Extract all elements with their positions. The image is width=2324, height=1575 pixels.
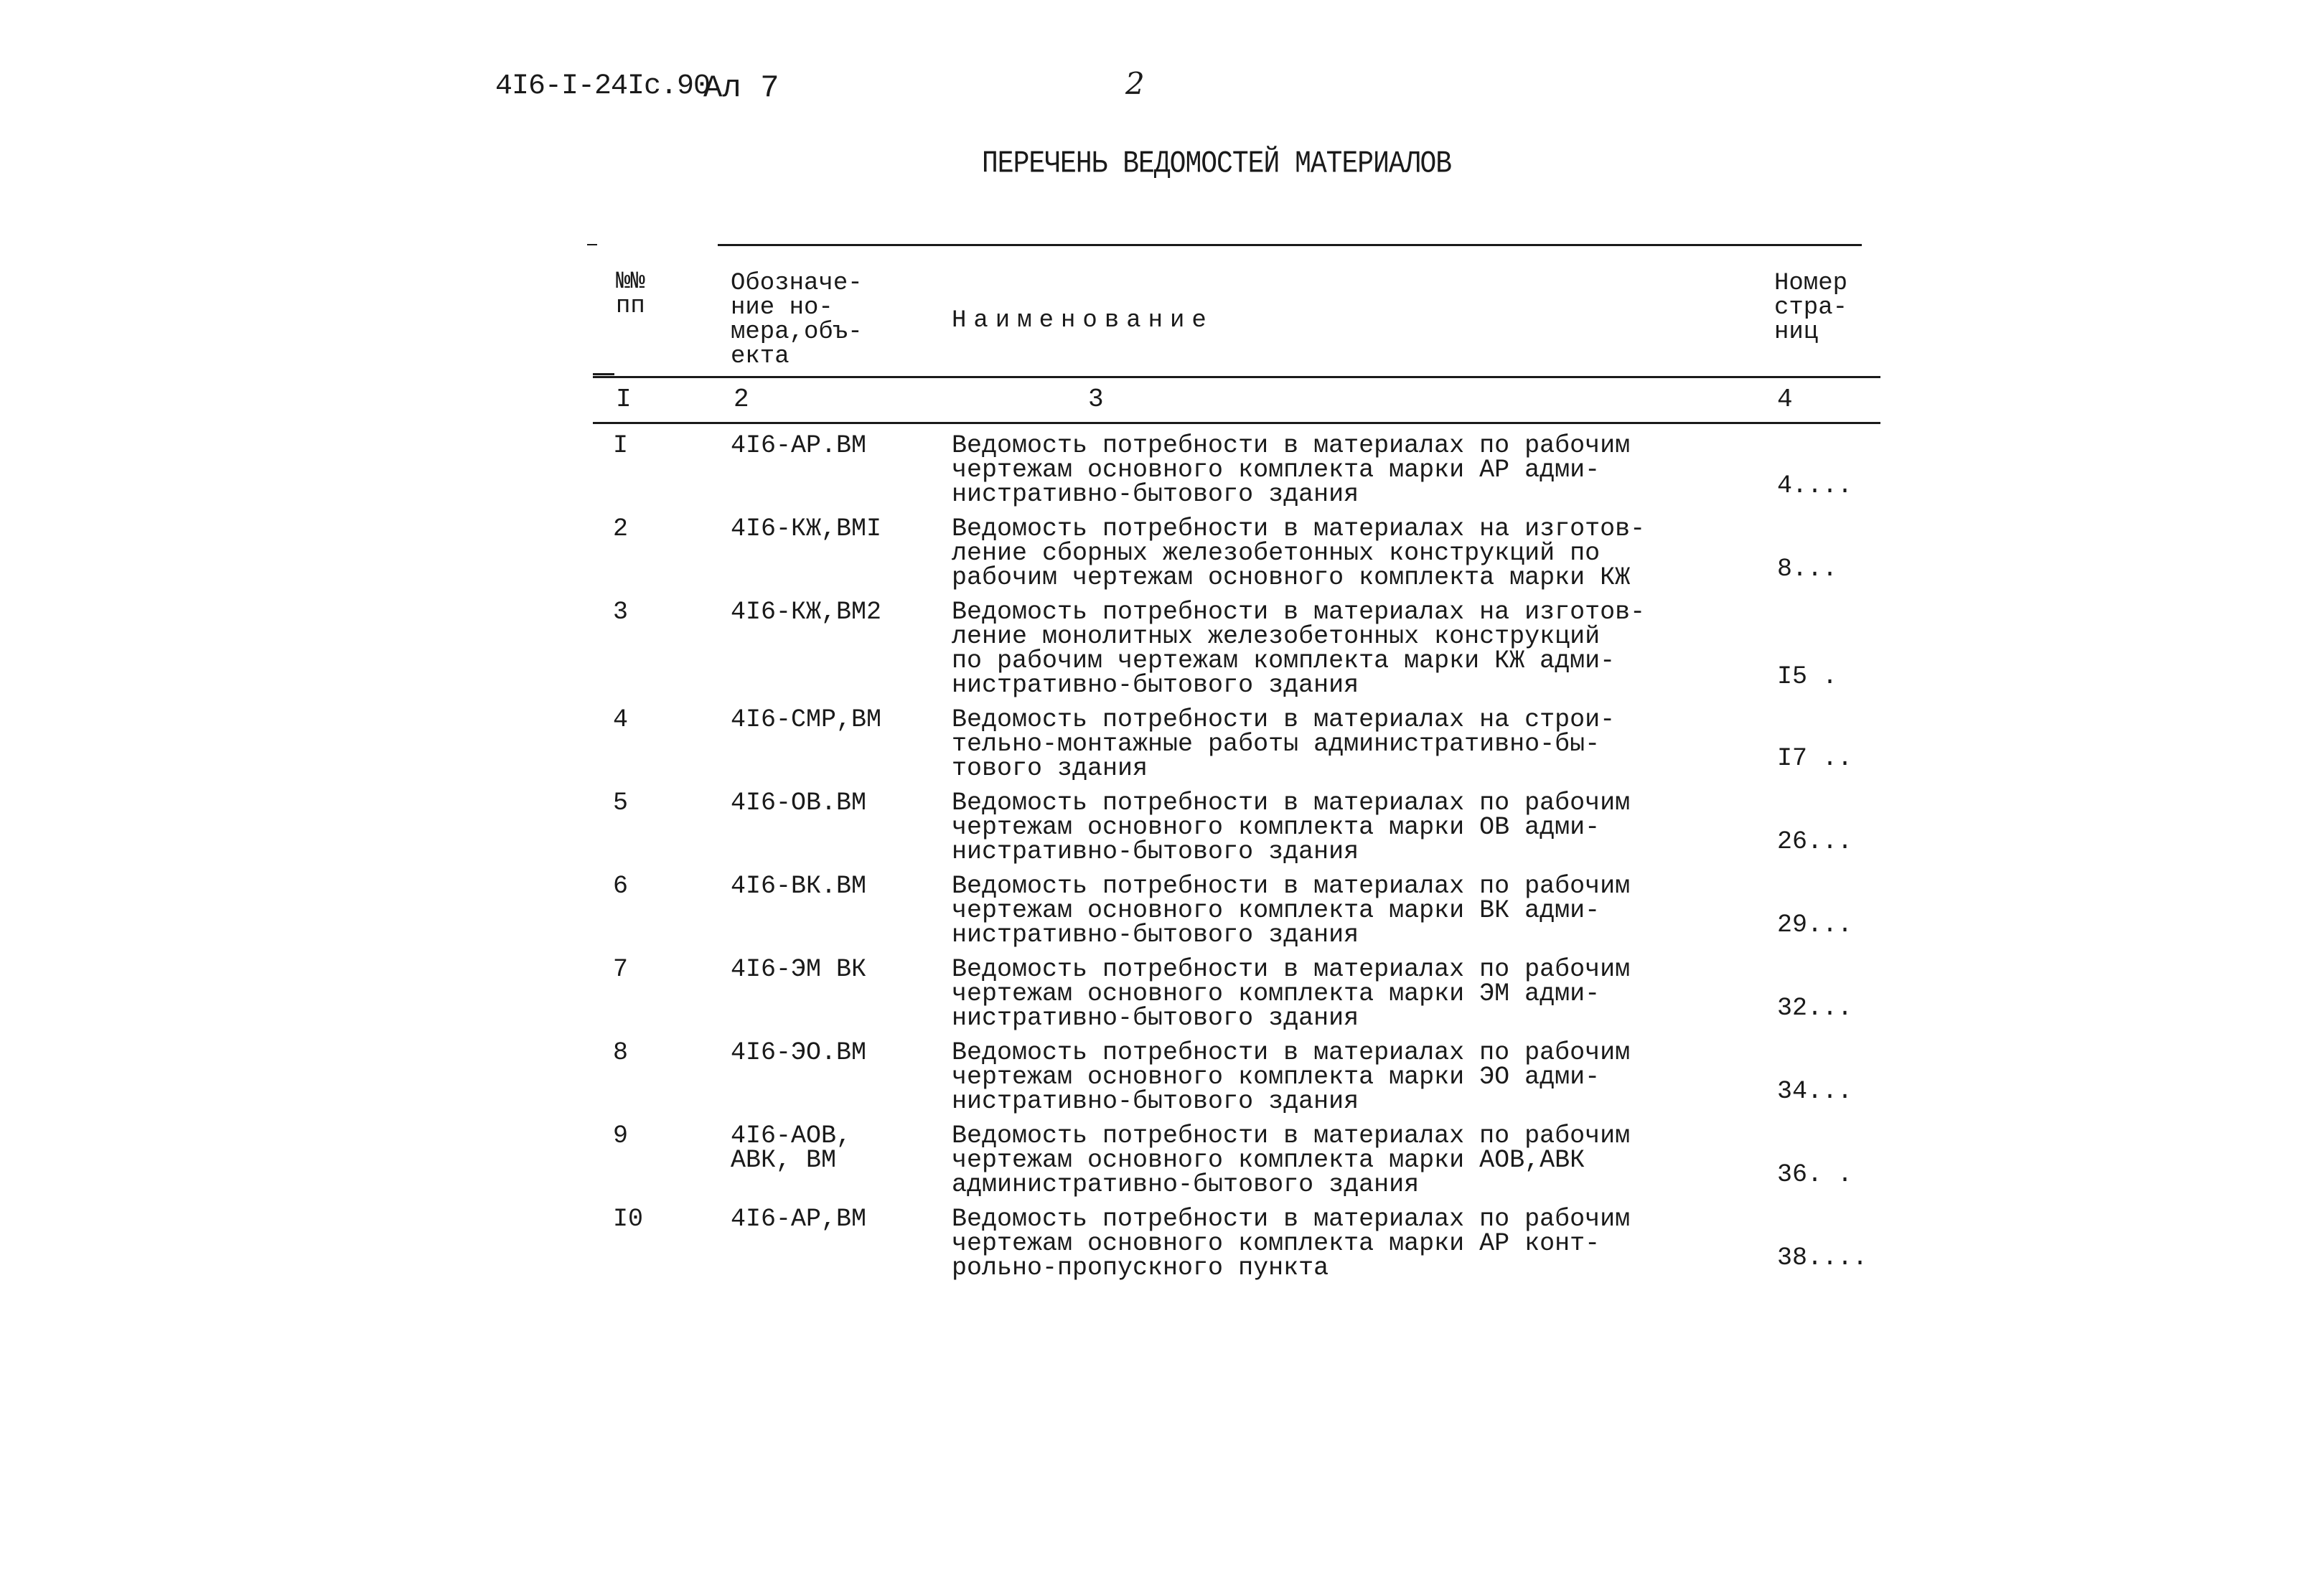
row-page: 8... [1777,555,1838,583]
document-code: 4I6-I-24Ic.90 [495,70,711,103]
row-page: 36. . [1777,1160,1853,1189]
row-name: Ведомость потребности в материалах на строи- тельно-монтажные работы административно-бы- тового здания [952,705,1616,783]
row-number: 4 [613,705,629,734]
row-designation: 4I6-АОВ, АВК, ВМ [731,1122,852,1175]
header-number: №№ пп [616,268,645,320]
row-number: 2 [613,514,629,543]
row-number: 6 [613,872,629,901]
row-designation: 4I6-КЖ,ВМI [731,514,882,543]
row-page: 38.... [1777,1243,1868,1272]
row-name: Ведомость потребности в материалах по рабочим чертежам основного комплекта марки ВК адми- нистративно-бытового здания [952,872,1631,949]
column-number: I [616,385,632,414]
column-number: 4 [1777,385,1793,414]
row-name: Ведомость потребности в материалах по рабочим чертежам основного комплекта марки АОВ,АВК административно-бытового здания [952,1122,1631,1199]
row-name: Ведомость потребности в материалах на изготов- ление монолитных железобетонных конструкций по рабочим чертежам комплекта марки КЖ адми- нистративно-бытового здания [952,598,1646,700]
row-designation: 4I6-СМР,ВМ [731,705,882,734]
header-designation: Обозначе- ние но- мера,объ- екта [731,270,863,370]
row-name: Ведомость потребности в материалах по рабочим чертежам основного комплекта марки АР адми- нистративно-бытового здания [952,431,1631,509]
margin-tick [587,244,597,245]
row-number: 3 [613,598,629,626]
row-page: 26... [1777,827,1853,856]
row-name: Ведомость потребности в материалах по рабочим чертежам основного комплекта марки ОВ адми- нистративно-бытового здания [952,789,1631,866]
row-designation: 4I6-КЖ,ВМ2 [731,598,882,626]
row-page: 4.... [1777,471,1853,500]
row-page: 32... [1777,994,1853,1022]
row-name: Ведомость потребности в материалах на изготов- ление сборных железобетонных конструкций по рабочим чертежам основного комплекта марки КЖ [952,514,1646,592]
album-number: Ал 7 [703,70,779,106]
row-designation: 4I6-ОВ.ВМ [731,789,867,817]
document-title: ПЕРЕЧЕНЬ ВЕДОМОСТЕЙ МАТЕРИАЛОВ [982,146,1452,182]
row-designation: 4I6-АР.ВМ [731,431,867,460]
margin-tick [593,373,614,375]
row-number: 7 [613,955,629,984]
row-page: I7 .. [1777,744,1853,773]
header-bottom-rule [593,376,1880,378]
row-name: Ведомость потребности в материалах по рабочим чертежам основного комплекта марки ЭО адми- нистративно-бытового здания [952,1038,1631,1116]
row-page: I5 . [1777,662,1838,691]
header-name: Наименование [952,307,1214,334]
header-page: Номер стра- ниц [1774,270,1848,346]
row-page: 29... [1777,911,1853,939]
table-top-rule [718,244,1862,246]
row-designation: 4I6-ЭО.ВМ [731,1038,867,1067]
page-number: 2 [1125,66,1145,101]
row-number: I0 [613,1205,644,1233]
row-number: I [613,431,629,460]
row-page: 34... [1777,1077,1853,1106]
column-number: 3 [1088,385,1104,414]
row-number: 8 [613,1038,629,1067]
row-designation: 4I6-АР,ВМ [731,1205,867,1233]
column-number: 2 [734,385,749,414]
row-number: 9 [613,1122,629,1150]
row-designation: 4I6-ВК.ВМ [731,872,867,901]
row-number: 5 [613,789,629,817]
column-numbers-rule [593,422,1880,424]
row-name: Ведомость потребности в материалах по рабочим чертежам основного комплекта марки ЭМ адми- нистративно-бытового здания [952,955,1631,1033]
row-designation: 4I6-ЭМ ВК [731,955,867,984]
row-name: Ведомость потребности в материалах по рабочим чертежам основного комплекта марки АР конт- рольно-пропускного пункта [952,1205,1631,1282]
